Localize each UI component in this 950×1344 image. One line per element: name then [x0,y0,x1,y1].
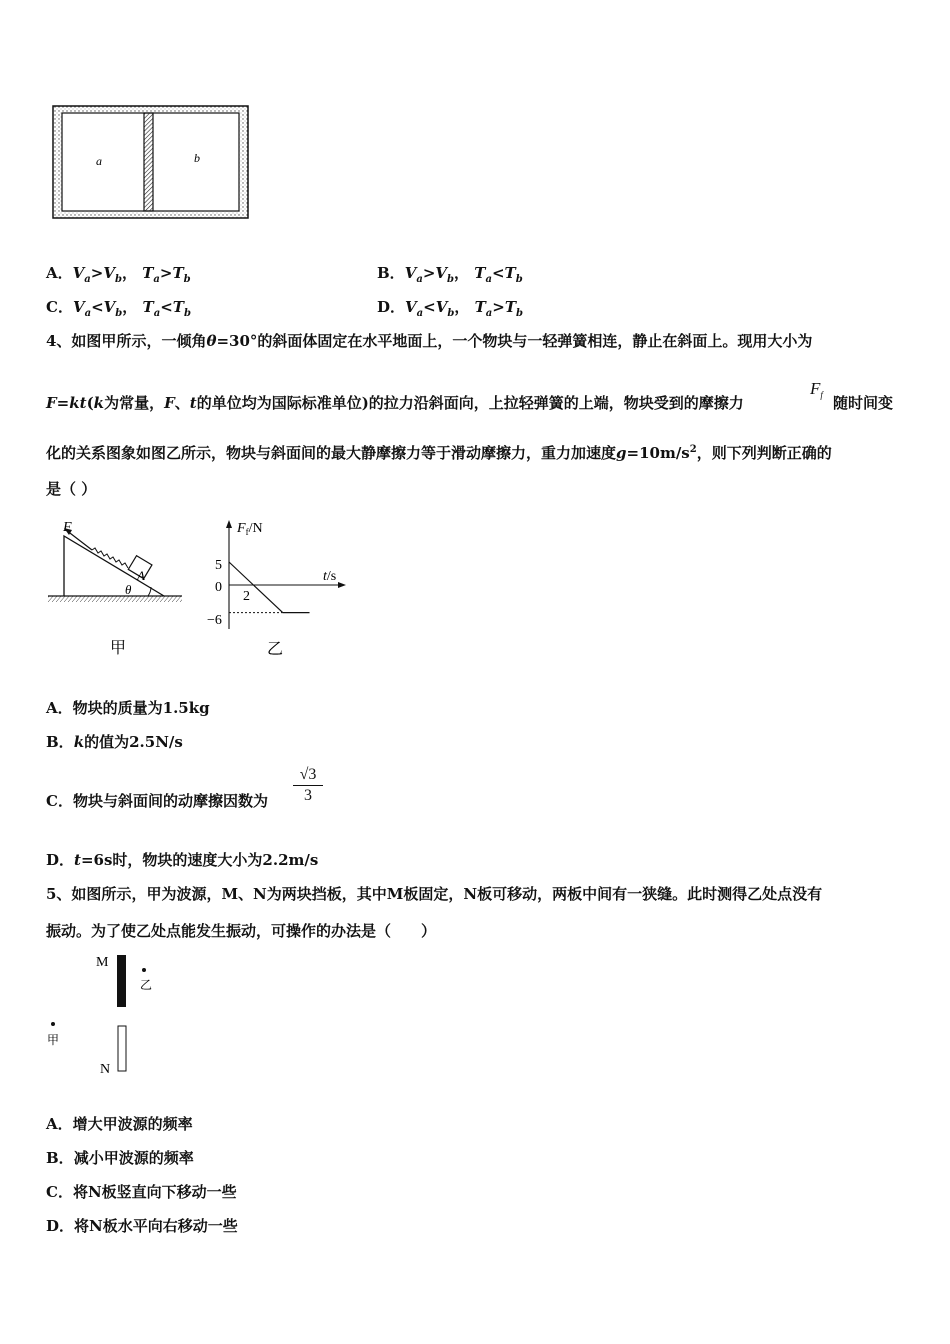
q4-option-d: D．t=6s时，物块的速度大小为2.2m/s [46,851,319,869]
figure-jia-caption: 甲 [110,640,127,657]
plate-m-label: M [96,955,109,970]
chamber-b-label: b [194,151,200,165]
ground-hatch [48,596,182,602]
q3-container-figure [50,102,252,222]
figure-yi-caption: 乙 [267,641,284,658]
plate-n-label: N [100,1062,111,1077]
source-jia-dot [51,1022,55,1026]
y-tick-0: 0 [215,580,222,595]
friction-force-symbol: $F_f$ [810,379,823,400]
spring [92,548,128,568]
q3-option-b: B．$V_a>V_b$， $T_a<T_b$ [377,264,523,285]
y-tick-5: 5 [215,558,222,573]
q5-option-c: C．将N板竖直向下移动一些 [46,1183,237,1201]
friction-time-chart [200,514,350,664]
source-jia-label: 甲 [47,1033,60,1047]
plate-n [118,1026,126,1071]
q4-option-c: C．物块与斜面间的动摩擦因数为 [46,792,268,810]
q4-stem-line2: F=kt(k为常量，F、t的单位均为国际标准单位)的拉力沿斜面向，上拉轻弹簧的上端，物块受到的摩擦力 [46,394,744,412]
plate-m [117,955,126,1007]
ff-series-segment-2 [253,585,282,613]
q3-option-a: A．$V_a>V_b$， $T_a>T_b$ [46,264,191,285]
q5-option-a: A．增大甲波源的频率 [46,1115,193,1133]
q4-option-a: A．物块的质量为1.5kg [46,699,210,717]
y-tick-neg6: −6 [207,613,222,628]
q4-stem-line1: 4、如图甲所示，一倾角θ=30°的斜面体固定在水平地面上，一个物块与一轻弹簧相连，静止在斜面上。现用大小为 [46,332,813,350]
fraction-sqrt3-over-3 [293,765,323,806]
q5-option-d: D．将N板水平向右移动一些 [46,1217,238,1235]
q4-stem-line3: 化的关系图象如图乙所示，物块与斜面间的最大静摩擦力等于滑动摩擦力，重力加速度$g=10m/s^2$，则下列判断正确的 [46,444,832,462]
x-axis-label: t/s [323,569,337,584]
q4-stem-line4: 是（ ） [46,480,97,498]
fraction-denominator: 3 [304,787,312,804]
wave-barrier-figure [44,950,164,1080]
q4-option-b: B．k的值为2.5N/s [46,733,183,751]
q5-stem-line1: 5、如图所示，甲为波源，M、N为两块挡板，其中M板固定，N板可移动，两板中间有一狭缝。此时测得乙处点没有 [46,885,823,903]
point-yi-label: 乙 [140,978,153,992]
point-yi-dot [142,968,146,972]
x-axis-arrow [338,582,346,588]
q5-stem-line2: 振动。为了使乙处点能发生振动，可操作的办法是（ ） [46,922,437,940]
force-f-label: F [63,520,72,535]
fraction-numerator: √3 [293,765,323,786]
angle-arc [148,587,151,596]
block-a-label: A [137,568,145,583]
incline-figure [44,516,189,664]
y-axis-arrow [226,520,232,528]
q4-stem-line2-end: 随时间变 [833,394,894,412]
y-axis-label: $F_f/N$ [237,521,263,537]
q3-option-c: C．$V_a<V_b$， $T_a<T_b$ [46,298,191,319]
theta-label: θ [125,582,132,597]
chamber-a-label: a [96,154,102,168]
q3-option-d: D．$V_a<V_b$， $T_a>T_b$ [377,298,524,319]
q5-option-b: B．减小甲波源的频率 [46,1149,194,1167]
partition-piston [144,113,153,211]
x-tick-2: 2 [243,589,250,604]
ff-series-segment-1 [229,562,253,585]
